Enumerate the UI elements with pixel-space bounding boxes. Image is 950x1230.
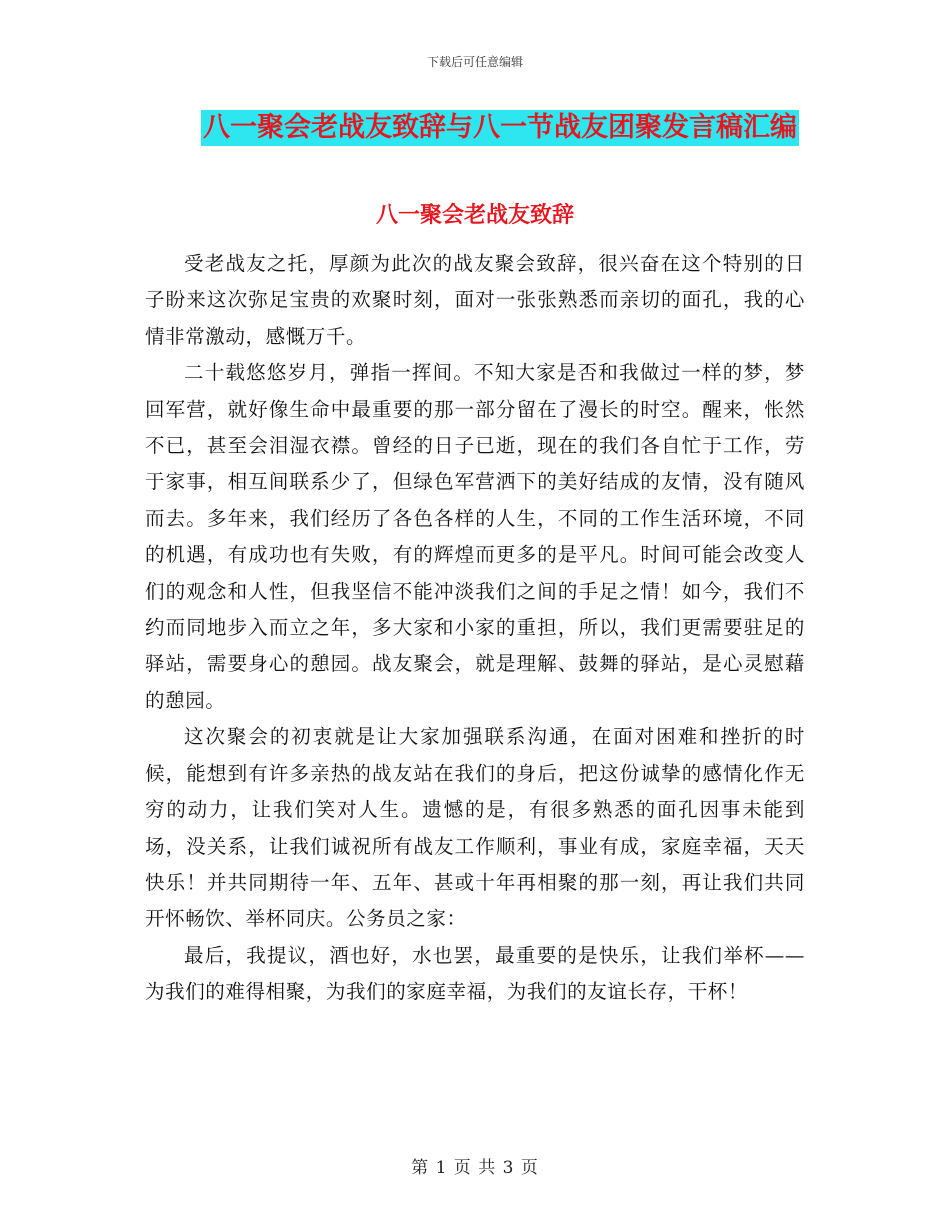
document-title-container xyxy=(0,110,950,146)
document-body xyxy=(145,246,805,1011)
paragraph-2: 二十载悠悠岁月，弹指一挥间。不知大家是否和我做过一样的梦，梦回军营，就好像生命中最重要的那一部分留在了漫长的时空。醒来，怅然不已，甚至会泪湿衣襟。曾经的日子已逝，现在的我们各自忙于工作，劳于家事，相互间联系少了，但绿色军营洒下的美好结成的友情，没有随风而去。多年来，我们经历了各色各样的人生，不同的工作生活环境，不同的机遇，有成功也有失败，有的辉煌而更多的是平凡。时间可能会改变人们的观念和人性，但我坚信不能冲淡我们之间的手足之情！如今，我们不约而同地步入而立之年，多大家和小家的重担，所以，我们更需要驻足的驿站，需要身心的憩园。战友聚会，就是理解、鼓舞的驿站，是心灵慰藉的憩园。 xyxy=(145,361,805,712)
paragraph-1: 受老战友之托，厚颜为此次的战友聚会致辞，很兴奋在这个特别的日子盼来这次弥足宝贵的欢聚时刻，面对一张张熟悉而亲切的面孔，我的心情非常激动，感慨万千。 xyxy=(145,252,805,348)
section-title: 八一聚会老战友致辞 xyxy=(375,203,574,228)
document-title: 八一聚会老战友致辞与八一节战友团聚发言稿汇编 xyxy=(201,110,799,146)
paragraph-4: 最后，我提议，酒也好，水也罢，最重要的是快乐，让我们举杯——为我们的难得相聚，为我们的家庭幸福，为我们的友谊长存，干杯！ xyxy=(145,943,805,1004)
paragraph-3: 这次聚会的初衷就是让大家加强联系沟通，在面对困难和挫折的时候，能想到有许多亲热的战友站在我们的身后，把这份诚挚的感情化作无穷的动力，让我们笑对人生。遗憾的是，有很多熟悉的面孔因事未能到场，没关系，让我们诚祝所有战友工作顺利，事业有成，家庭幸福，天天快乐！并共同期待一年、五年、甚或十年再相聚的那一刻，再让我们共同开怀畅饮、举杯同庆。公务员之家： xyxy=(145,725,805,931)
page-footer: 第 1 页 共 3 页 xyxy=(411,1158,539,1178)
page-header-note: 下载后可任意编辑 xyxy=(426,55,523,69)
